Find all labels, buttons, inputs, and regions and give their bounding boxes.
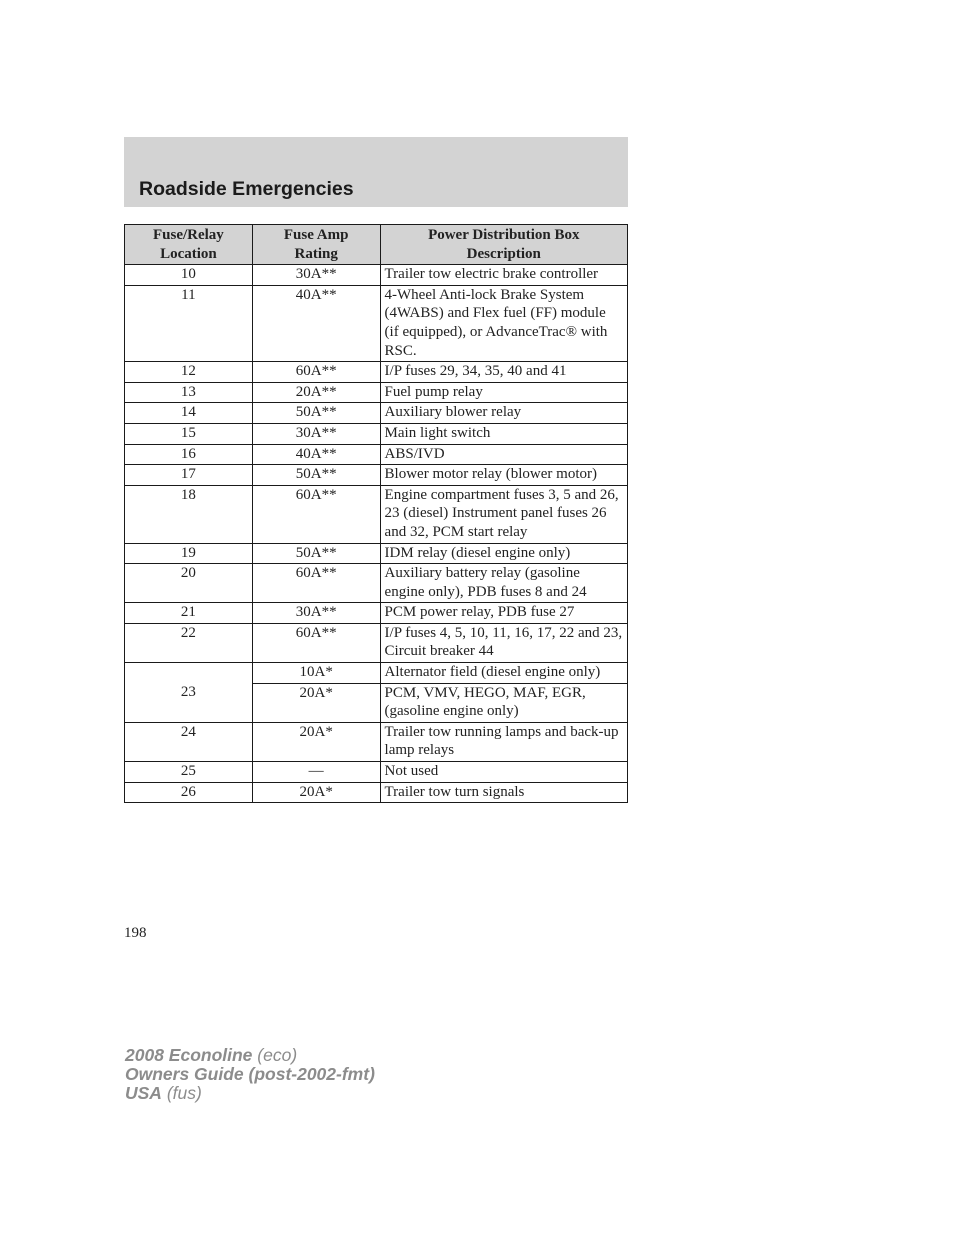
rating-cell: 40A**: [252, 285, 380, 361]
rating-cell: 30A**: [252, 603, 380, 624]
rating-cell: 20A*: [252, 782, 380, 803]
table-row: [125, 465, 628, 486]
description-cell: Not used: [380, 762, 627, 783]
table-row: [125, 564, 628, 603]
rating-cell: 10A*: [252, 663, 380, 684]
location-cell: 17: [125, 465, 253, 486]
location-cell: 11: [125, 285, 253, 361]
description-cell: IDM relay (diesel engine only): [380, 543, 627, 564]
table-row: [125, 663, 628, 684]
table-row: [125, 543, 628, 564]
footer-line-1: 2008 Econoline (eco): [125, 1045, 298, 1065]
section-title: Roadside Emergencies: [139, 178, 354, 200]
location-cell: 22: [125, 623, 253, 662]
location-cell: 15: [125, 423, 253, 444]
location-cell: 21: [125, 603, 253, 624]
table-row: [125, 285, 628, 361]
table-row: [125, 623, 628, 662]
description-cell: Main light switch: [380, 423, 627, 444]
rating-cell: 50A**: [252, 403, 380, 424]
description-cell: Fuel pump relay: [380, 382, 627, 403]
description-cell: Auxiliary blower relay: [380, 403, 627, 424]
location-cell: 19: [125, 543, 253, 564]
description-cell: Trailer tow turn signals: [380, 782, 627, 803]
document-footer: [125, 1046, 375, 1103]
rating-cell: 20A*: [252, 683, 380, 722]
description-cell: Auxiliary battery relay (gasoline engine only), PDB fuses 8 and 24: [380, 564, 627, 603]
fuse-table: [124, 224, 628, 803]
column-header-rating: Fuse Amp Rating: [252, 225, 380, 265]
description-cell: I/P fuses 4, 5, 10, 11, 16, 17, 22 and 23, Circuit breaker 44: [380, 623, 627, 662]
table-row: [125, 485, 628, 543]
location-cell: 26: [125, 782, 253, 803]
location-cell: 13: [125, 382, 253, 403]
location-cell: 12: [125, 362, 253, 383]
table-row: [125, 403, 628, 424]
table-row: [125, 603, 628, 624]
rating-cell: 50A**: [252, 465, 380, 486]
rating-cell: 30A**: [252, 423, 380, 444]
description-cell: Engine compartment fuses 3, 5 and 26, 23 (diesel) Instrument panel fuses 26 and 32, PCM start relay: [380, 485, 627, 543]
description-cell: 4-Wheel Anti-lock Brake System (4WABS) and Flex fuel (FF) module (if equipped), or AdvanceTrac® with RSC.: [380, 285, 627, 361]
table-row: [125, 423, 628, 444]
table-header-row: [125, 225, 628, 265]
location-cell: 25: [125, 762, 253, 783]
location-cell: 14: [125, 403, 253, 424]
rating-cell: 60A**: [252, 485, 380, 543]
footer-line-3: USA (fus): [125, 1083, 202, 1103]
description-cell: Trailer tow running lamps and back-up lamp relays: [380, 722, 627, 761]
description-cell: Trailer tow electric brake controller: [380, 265, 627, 286]
location-cell: 24: [125, 722, 253, 761]
rating-cell: 20A*: [252, 722, 380, 761]
rating-cell: 60A**: [252, 564, 380, 603]
rating-cell: 50A**: [252, 543, 380, 564]
description-cell: PCM, VMV, HEGO, MAF, EGR, (gasoline engine only): [380, 683, 627, 722]
description-cell: I/P fuses 29, 34, 35, 40 and 41: [380, 362, 627, 383]
description-cell: Alternator field (diesel engine only): [380, 663, 627, 684]
table-row: [125, 444, 628, 465]
location-cell: 20: [125, 564, 253, 603]
rating-cell: 60A**: [252, 623, 380, 662]
description-cell: ABS/IVD: [380, 444, 627, 465]
footer-line-2: Owners Guide (post-2002-fmt): [125, 1064, 375, 1084]
table-row: [125, 382, 628, 403]
table-row: [125, 762, 628, 783]
section-header: [124, 137, 628, 207]
description-cell: Blower motor relay (blower motor): [380, 465, 627, 486]
page-number: 198: [124, 925, 147, 941]
rating-cell: —: [252, 762, 380, 783]
location-cell: 23: [125, 663, 253, 723]
table-row: [125, 265, 628, 286]
table-row: [125, 782, 628, 803]
rating-cell: 60A**: [252, 362, 380, 383]
table-row: [125, 362, 628, 383]
location-cell: 16: [125, 444, 253, 465]
column-header-location: Fuse/Relay Location: [125, 225, 253, 265]
rating-cell: 30A**: [252, 265, 380, 286]
rating-cell: 40A**: [252, 444, 380, 465]
table-row: [125, 722, 628, 761]
location-cell: 10: [125, 265, 253, 286]
description-cell: PCM power relay, PDB fuse 27: [380, 603, 627, 624]
location-cell: 18: [125, 485, 253, 543]
column-header-description: Power Distribution Box Description: [380, 225, 627, 265]
rating-cell: 20A**: [252, 382, 380, 403]
